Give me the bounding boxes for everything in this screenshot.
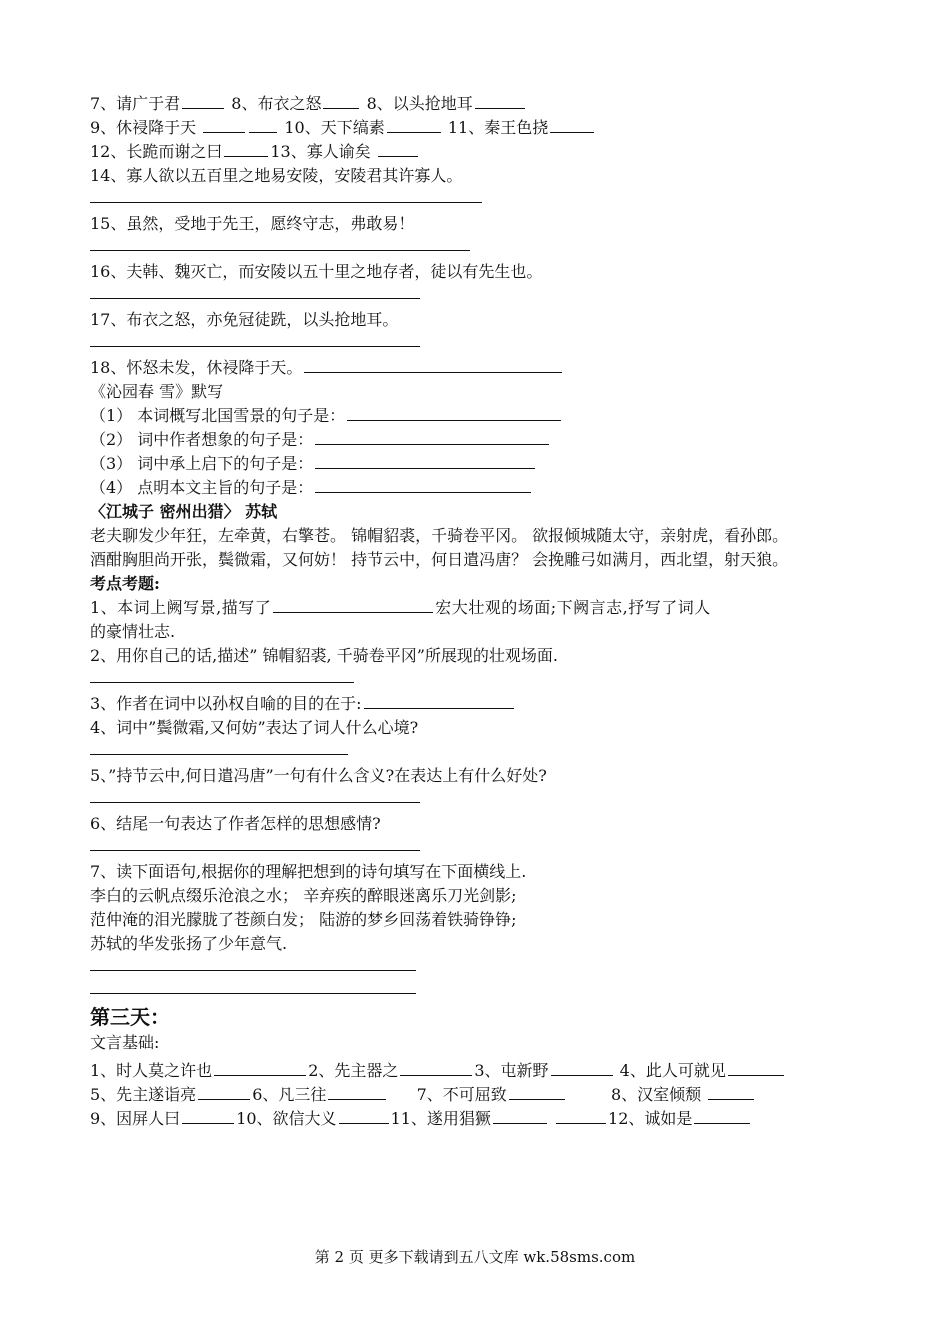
answer-blank[interactable]	[400, 1060, 472, 1076]
item-text: 12、诚如是	[608, 1109, 693, 1128]
item-text: 13、寡人谕矣	[270, 142, 371, 161]
document-page	[90, 92, 880, 1131]
answer-blank[interactable]	[364, 693, 514, 709]
item-text: （1） 本词概写北国雪景的句子是：	[90, 406, 346, 425]
answer-line[interactable]	[90, 298, 420, 299]
answer-line[interactable]	[90, 802, 420, 803]
item-text: 6、凡三往	[252, 1085, 327, 1104]
question-2: 2、用你自己的话,描述” 锦帽貂裘, 千骑卷平冈”所展现的壮观场面.	[90, 646, 558, 665]
question-text: 宏大壮观的场面;下阙言志,抒写了词人	[435, 598, 711, 617]
item-text: 10、欲信大义	[236, 1109, 337, 1128]
item-text: 7、请广于君	[90, 94, 181, 113]
item-text: 4、此人可就见	[619, 1061, 726, 1080]
question-7: 7、读下面语句,根据你的理解把想到的诗句填写在下面横线上.	[90, 862, 527, 881]
answer-blank[interactable]	[475, 93, 525, 109]
answer-blank[interactable]	[339, 1108, 389, 1124]
item-text: 8、汉室倾颓	[610, 1085, 702, 1104]
item-text: （2） 词中作者想象的句子是：	[90, 430, 314, 449]
answer-blank[interactable]	[304, 357, 562, 373]
answer-blank[interactable]	[273, 597, 433, 613]
qinyuanchun-item	[90, 404, 880, 428]
item-text: 11、遂用猖獗	[390, 1109, 491, 1128]
item-text: 3、屯新野	[474, 1061, 549, 1080]
item-text: 9、休祲降于天	[90, 118, 197, 137]
qinyuanchun-item	[90, 476, 880, 500]
answer-line[interactable]	[90, 202, 482, 203]
question-18	[90, 356, 880, 380]
question-1-cont: 的豪情壮志.	[90, 622, 176, 641]
answer-blank[interactable]	[182, 1108, 234, 1124]
item-text: 8、布衣之怒	[231, 94, 322, 113]
answer-blank[interactable]	[509, 1084, 565, 1100]
answer-blank[interactable]	[556, 1108, 606, 1124]
answer-blank[interactable]	[214, 1060, 306, 1076]
question-3	[90, 692, 880, 716]
item-text: 1、时人莫之许也	[90, 1061, 213, 1080]
item-text: 8、以头抢地耳	[366, 94, 473, 113]
answer-blank[interactable]	[328, 1084, 386, 1100]
vocab-line-1	[90, 92, 880, 116]
answer-blank[interactable]	[387, 117, 441, 133]
item-text: 11、秦王色挠	[447, 118, 549, 137]
answer-blank[interactable]	[550, 117, 594, 133]
answer-blank[interactable]	[347, 405, 561, 421]
answer-blank[interactable]	[728, 1060, 784, 1076]
question-5: 5、”持节云中,何日遣冯唐”一句有什么含义?在表达上有什么好处?	[90, 766, 547, 785]
answer-blank[interactable]	[493, 1108, 547, 1124]
answer-blank[interactable]	[203, 117, 245, 133]
question-14: 14、寡人欲以五百里之地易安陵，安陵君其许寡人。	[90, 166, 463, 185]
question-7-line: 范仲淹的泪光朦胧了苍颜白发； 陆游的梦乡回荡着铁骑铮铮;	[90, 910, 517, 929]
item-text: （3） 词中承上启下的句子是：	[90, 454, 314, 473]
question-7-line: 苏轼的华发张扬了少年意气.	[90, 934, 288, 953]
qinyuanchun-title: 《沁园春 雪》默写	[90, 382, 224, 401]
question-text: 3、作者在词中以孙权自喻的目的在于:	[90, 694, 362, 713]
vocab-line-3	[90, 140, 880, 164]
question-17: 17、布衣之怒，亦免冠徒跣，以头抢地耳。	[90, 310, 399, 329]
answer-blank[interactable]	[323, 93, 359, 109]
page-footer: 第 2 页 更多下载请到五八文库 wk.58sms.com	[314, 1248, 636, 1266]
question-text: 18、怀怒未发，休祲降于天。	[90, 358, 303, 377]
answer-blank[interactable]	[551, 1060, 613, 1076]
answer-blank[interactable]	[708, 1084, 754, 1100]
jiangchengzi-title: 〈江城子 密州出猎〉 苏轼	[90, 502, 278, 521]
qinyuanchun-item	[90, 452, 880, 476]
answer-blank[interactable]	[315, 477, 531, 493]
poem-stanza-1: 老夫聊发少年狂，左牵黄，右擎苍。 锦帽貂裘，千骑卷平冈。 欲报倾城随太守，亲射虎，看孙郎。	[90, 526, 789, 545]
answer-line[interactable]	[90, 970, 416, 971]
item-text: 10、天下缟素	[284, 118, 385, 137]
item-text: 9、因屏人曰	[90, 1109, 181, 1128]
answer-blank[interactable]	[224, 141, 268, 157]
answer-blank[interactable]	[198, 1084, 250, 1100]
answer-blank[interactable]	[182, 93, 224, 109]
item-text: （4） 点明本文主旨的句子是：	[90, 478, 314, 497]
answer-line[interactable]	[90, 346, 420, 347]
question-7-line: 李白的云帆点缀乐沧浪之水； 辛弃疾的醉眼迷离乐刀光剑影;	[90, 886, 517, 905]
answer-line[interactable]	[90, 993, 416, 994]
question-16: 16、夫韩、魏灭亡，而安陵以五十里之地存者，徒以有先生也。	[90, 262, 543, 281]
answer-line[interactable]	[90, 754, 348, 755]
item-text: 5、先主遂诣亮	[90, 1085, 197, 1104]
poem-stanza-2: 酒酣胸胆尚开张，鬓微霜，又何妨！ 持节云中，何日遣冯唐？ 会挽雕弓如满月，西北望，射天狼。	[90, 550, 789, 569]
kaodian-heading: 考点考题:	[90, 574, 160, 593]
day3-row-2	[90, 1083, 880, 1107]
answer-blank[interactable]	[315, 429, 549, 445]
answer-line[interactable]	[90, 250, 470, 251]
item-text: 7、不可屈致	[416, 1085, 507, 1104]
answer-line[interactable]	[90, 682, 354, 683]
day3-subheading: 文言基础:	[90, 1033, 160, 1052]
question-1	[90, 596, 880, 620]
item-text: 2、先主器之	[308, 1061, 399, 1080]
day3-row-3	[90, 1107, 880, 1131]
answer-blank[interactable]	[315, 453, 535, 469]
question-15: 15、虽然，受地于先王，愿终守志，弗敢易！	[90, 214, 415, 233]
answer-blank[interactable]	[249, 117, 277, 133]
day3-heading: 第三天：	[90, 1005, 170, 1029]
qinyuanchun-item	[90, 428, 880, 452]
question-text: 1、本词上阙写景,描写了	[90, 598, 272, 617]
answer-line[interactable]	[90, 850, 420, 851]
day3-row-1	[90, 1059, 880, 1083]
question-4: 4、词中”鬓微霜,又何妨”表达了词人什么心境?	[90, 718, 419, 737]
answer-blank[interactable]	[694, 1108, 750, 1124]
answer-blank[interactable]	[378, 141, 418, 157]
question-6: 6、结尾一句表达了作者怎样的思想感情?	[90, 814, 381, 833]
item-text: 12、长跪而谢之曰	[90, 142, 223, 161]
vocab-line-2	[90, 116, 880, 140]
